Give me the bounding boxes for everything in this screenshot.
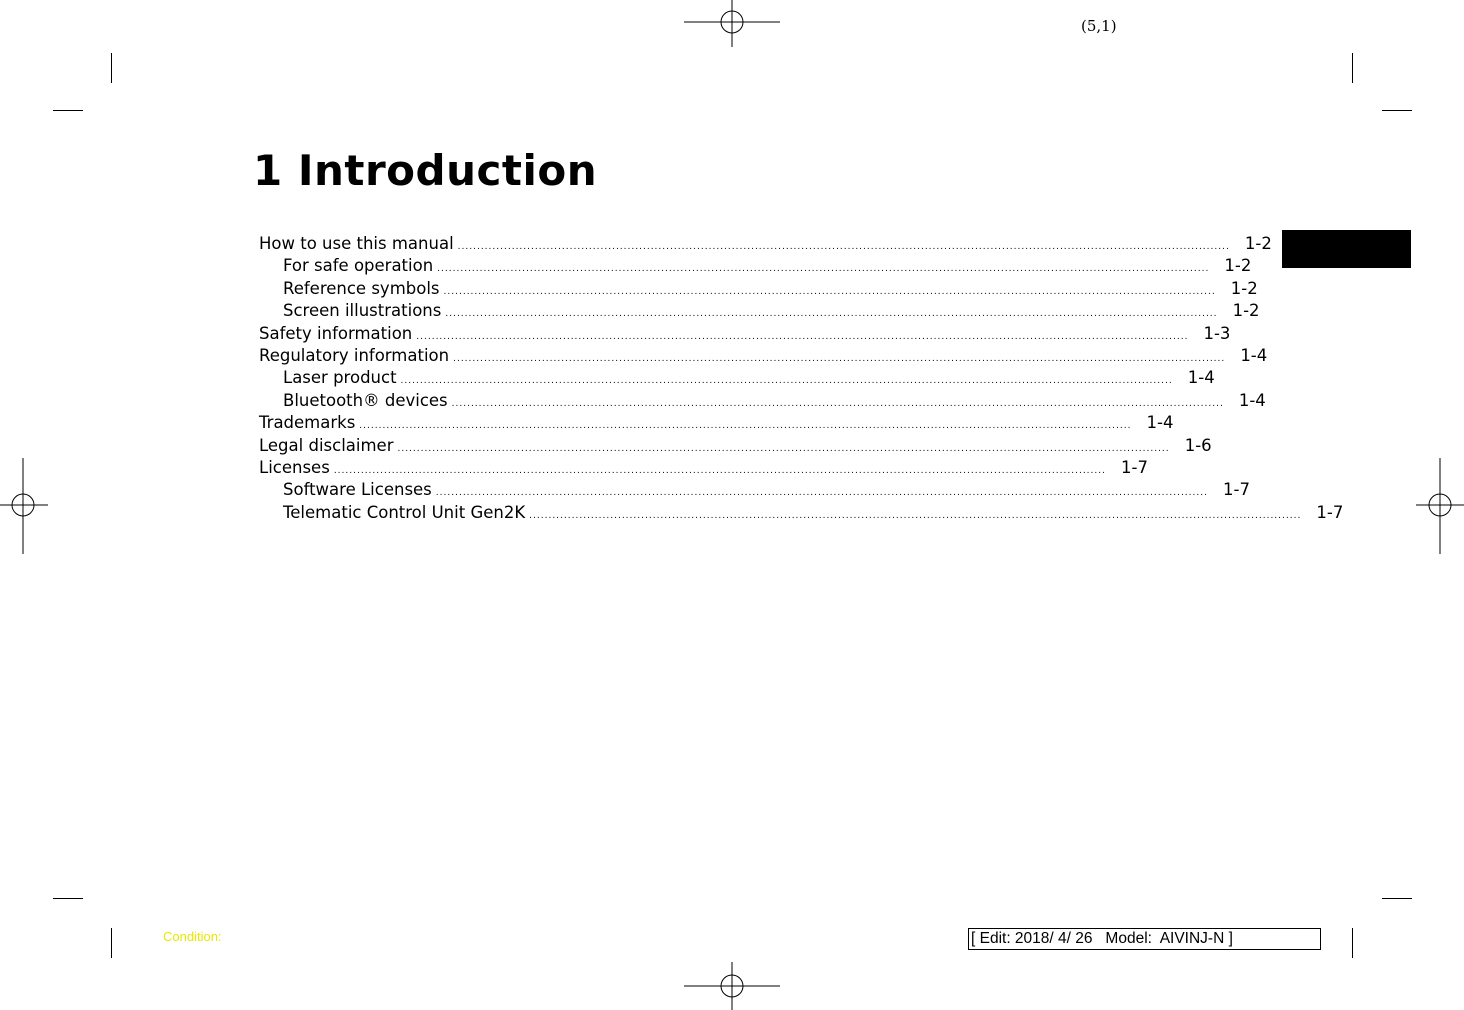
crop-mark: [111, 928, 112, 958]
toc-entry[interactable]: [259, 345, 1268, 368]
toc-entry[interactable]: [259, 502, 1344, 525]
toc-entry-label: Licenses: [259, 457, 330, 477]
toc-entry-label: Telematic Control Unit Gen2K: [283, 502, 526, 522]
crop-mark: [53, 898, 83, 899]
chapter-title: 1 Introduction: [253, 146, 598, 195]
toc-entry[interactable]: [259, 435, 1212, 458]
registration-mark-left: [0, 458, 48, 554]
toc-leader-dots: ........................................................................................................................................................................................................: [451, 398, 1224, 409]
edit-info-box: [ Edit: 2018/ 4/ 26 Model: AIVINJ-N ]: [968, 928, 1321, 950]
toc-entry[interactable]: [259, 480, 1250, 502]
toc-leader-dots: ........................................................................................................................................................................................................: [437, 264, 1210, 275]
registration-mark-right: [1416, 458, 1464, 554]
toc-entry[interactable]: [259, 323, 1231, 346]
toc-entry-page: 1-3: [1203, 323, 1231, 343]
toc-entry-page: 1-4: [1240, 345, 1268, 365]
toc-entry-page: 1-2: [1232, 301, 1260, 321]
toc-entry-label: Bluetooth® devices: [283, 390, 448, 410]
page-code: (5,1): [1081, 17, 1117, 35]
chapter-tab-marker: [1282, 230, 1411, 268]
toc-leader-dots: ........................................................................................................................................................................................................: [457, 242, 1230, 252]
crop-mark: [111, 53, 112, 83]
toc-leader-dots: ........................................................................................................................................................................................................: [416, 331, 1189, 342]
toc-entry-label: Safety information: [259, 323, 413, 343]
toc-entry-page: 1-7: [1121, 457, 1148, 477]
toc-entry-label: How to use this manual: [259, 234, 454, 253]
toc-entry[interactable]: [259, 234, 1272, 256]
toc-entry[interactable]: [259, 301, 1260, 323]
toc-entry-label: For safe operation: [283, 256, 434, 276]
toc-leader-dots: ........................................................................................................................................................................................................: [453, 353, 1226, 364]
toc-entry[interactable]: [259, 368, 1215, 390]
toc-entry-page: 1-2: [1244, 234, 1272, 253]
toc-entry-page: 1-4: [1238, 390, 1266, 410]
toc-entry[interactable]: [259, 278, 1258, 301]
toc-entry[interactable]: [259, 256, 1252, 278]
toc-entry-label: Legal disclaimer: [259, 435, 394, 455]
toc-entry-label: Laser product: [283, 368, 397, 388]
toc-leader-dots: ........................................................................................................................................................................................................: [445, 309, 1218, 320]
toc-entry-page: 1-6: [1184, 435, 1212, 455]
table-of-contents: [259, 234, 1344, 525]
toc-entry-page: 1-2: [1224, 256, 1252, 276]
toc-entry[interactable]: [259, 390, 1266, 413]
toc-entry-label: Screen illustrations: [283, 301, 442, 321]
toc-leader-dots: ........................................................................................................................................................................................................: [435, 488, 1208, 499]
toc-entry-page: 1-7: [1223, 480, 1250, 500]
registration-mark-bottom: [684, 962, 780, 1010]
crop-mark: [53, 110, 83, 111]
crop-mark: [1382, 898, 1412, 899]
crop-mark: [1352, 53, 1353, 83]
toc-entry-label: Trademarks: [259, 413, 356, 433]
toc-entry-label: Regulatory information: [259, 345, 450, 365]
toc-leader-dots: ........................................................................................................................................................................................................: [359, 421, 1132, 432]
registration-mark-top: [684, 0, 780, 48]
crop-mark: [1382, 110, 1412, 111]
condition-label: Condition:: [163, 929, 222, 944]
toc-entry-page: 1-4: [1146, 413, 1174, 433]
toc-entry-label: Reference symbols: [283, 278, 440, 298]
toc-entry[interactable]: [259, 413, 1174, 435]
toc-entry-label: Software Licenses: [283, 480, 432, 500]
toc-leader-dots: ........................................................................................................................................................................................................: [397, 443, 1170, 454]
toc-entry-page: 1-2: [1230, 278, 1258, 298]
toc-leader-dots: ........................................................................................................................................................................................................: [400, 376, 1173, 387]
toc-leader-dots: ........................................................................................................................................................................................................: [333, 465, 1106, 476]
toc-entry-page: 1-4: [1187, 368, 1215, 388]
toc-entry-page: 1-7: [1316, 502, 1344, 522]
toc-entry[interactable]: [259, 457, 1148, 480]
toc-leader-dots: ........................................................................................................................................................................................................: [443, 286, 1216, 297]
toc-leader-dots: ........................................................................................................................................................................................................: [529, 510, 1302, 521]
crop-mark: [1352, 928, 1353, 958]
